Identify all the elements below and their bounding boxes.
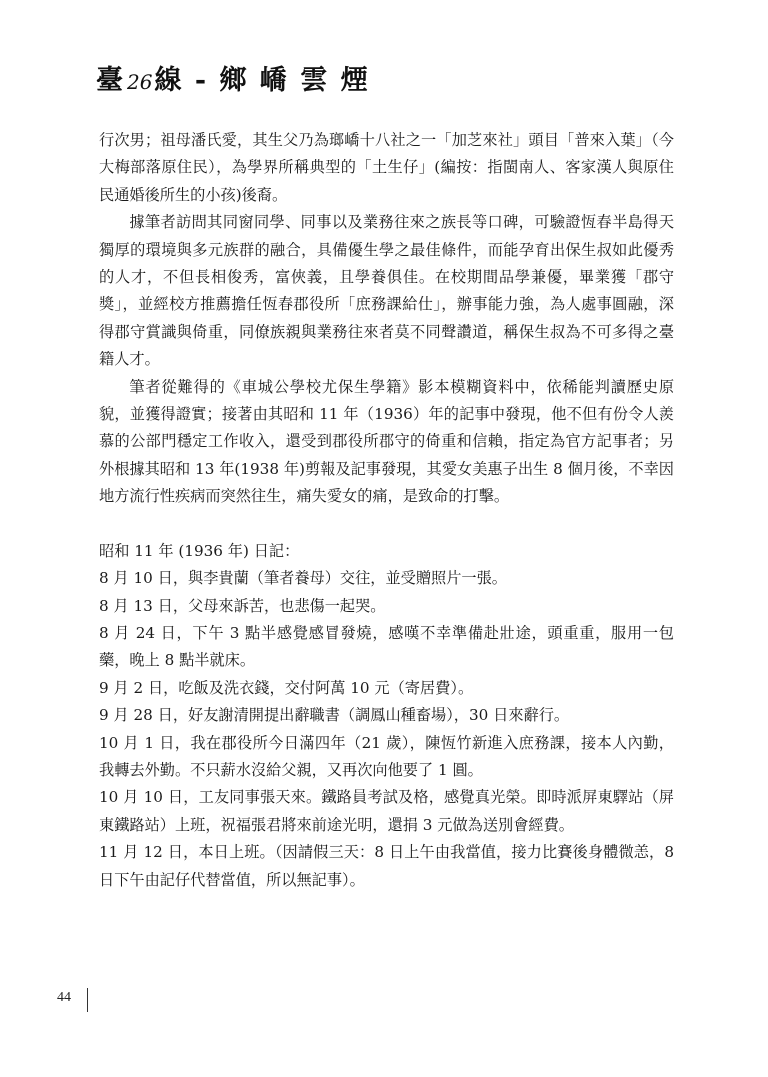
diary-entry: 11 月 12 日，本日上班。（因請假三天：8 日上午由我當值，接力比賽後身體微恙，8 日下午由記仔代替當值，所以無記事）。 (99, 843, 674, 889)
section-gap (99, 511, 674, 538)
diary-entry: 9 月 28 日，好友謝清開提出辭職書（調鳳山種畜場），30 日來辭行。 (99, 706, 570, 725)
paragraph: 據筆者訪問其同窗同學、同事以及業務往來之族長等口碑，可驗證恆春半島得天獨厚的環境與多元族群的融合，具備優生學之最佳條件，而能孕育出保生叔如此優秀的人才，不但長相俊秀，富俠義，且學養俱佳。在校期間品學兼優，畢業獲「郡守獎」，並經校方推薦擔任恆春郡役所「庶務課給仕」，辦事能力強，為人處事圓融，深得郡守賞識與倚重，同僚族親與業務往來者莫不同聲讚道，稱保生叔為不可多得之臺籍人才。 (99, 213, 674, 369)
page-number: 44 (57, 990, 71, 1005)
header-title-part2: 線 - 鄉 嶠 雲 煙 (154, 65, 370, 96)
paragraph-continued: 行次男；祖母潘氏愛，其生父乃為瑯嶠十八社之一「加芝來社」頭目「普來入葉」（今大梅部落原住民），為學界所稱典型的「土生仔」(編按：指閩南人、客家漢人與原住民通婚後所生的小孩)後裔。 (99, 131, 674, 204)
header-title-part1: 臺 (96, 65, 125, 96)
diary-heading: 昭和 11 年 (1936 年) 日記： (99, 541, 300, 560)
header-title-number: 26 (127, 70, 153, 94)
diary-entry: 8 月 10 日，與李貴蘭（筆者養母）交往，並受贈照片一張。 (99, 569, 507, 588)
footer-divider (87, 988, 88, 1012)
diary-entry: 9 月 2 日，吃飯及洗衣錢，交付阿萬 10 元（寄居費）。 (99, 678, 474, 697)
diary-entry: 8 月 13 日，父母來訴苦，也悲傷一起哭。 (99, 596, 386, 615)
diary-entry: 8 月 24 日，下午 3 點半感覺感冒發燒，感嘆不幸準備赴壯途，頭重重，服用一包藥，晚上 8 點半就床。 (99, 623, 674, 670)
paragraph: 筆者從難得的《車城公學校尤保生學籍》影本模糊資料中，依稀能判讀歷史原貌，並獲得證實；接著由其昭和 11 年（1936）年的記事中發現，他不但有份令人羨慕的公部門穩定工作收入，還受到郡役所郡守的倚重和信賴，指定為官方記事者；另外根據其昭和 13 年(1938 年)剪報及記事發現，其愛女美惠子出生 8 個月後，不幸因地方流行性疾病而突然往生，痛失愛女的痛，是致命的打擊。 (99, 377, 674, 506)
diary-entry: 10 月 1 日，我在郡役所今日滿四年（21 歲），陳恆竹新進入庶務課，接本人內勤，我轉去外勤。不只薪水沒給父親，又再次向他要了 1 圓。 (99, 733, 674, 779)
page-body (99, 127, 674, 894)
running-header-title (96, 58, 370, 97)
diary-entry: 10 月 10 日，工友同事張天來。鐵路員考試及格，感覺真光榮。即時派屏東驛站（屏東鐵路站）上班，祝福張君將來前途光明，還捐 3 元做為送別會經費。 (99, 788, 674, 834)
